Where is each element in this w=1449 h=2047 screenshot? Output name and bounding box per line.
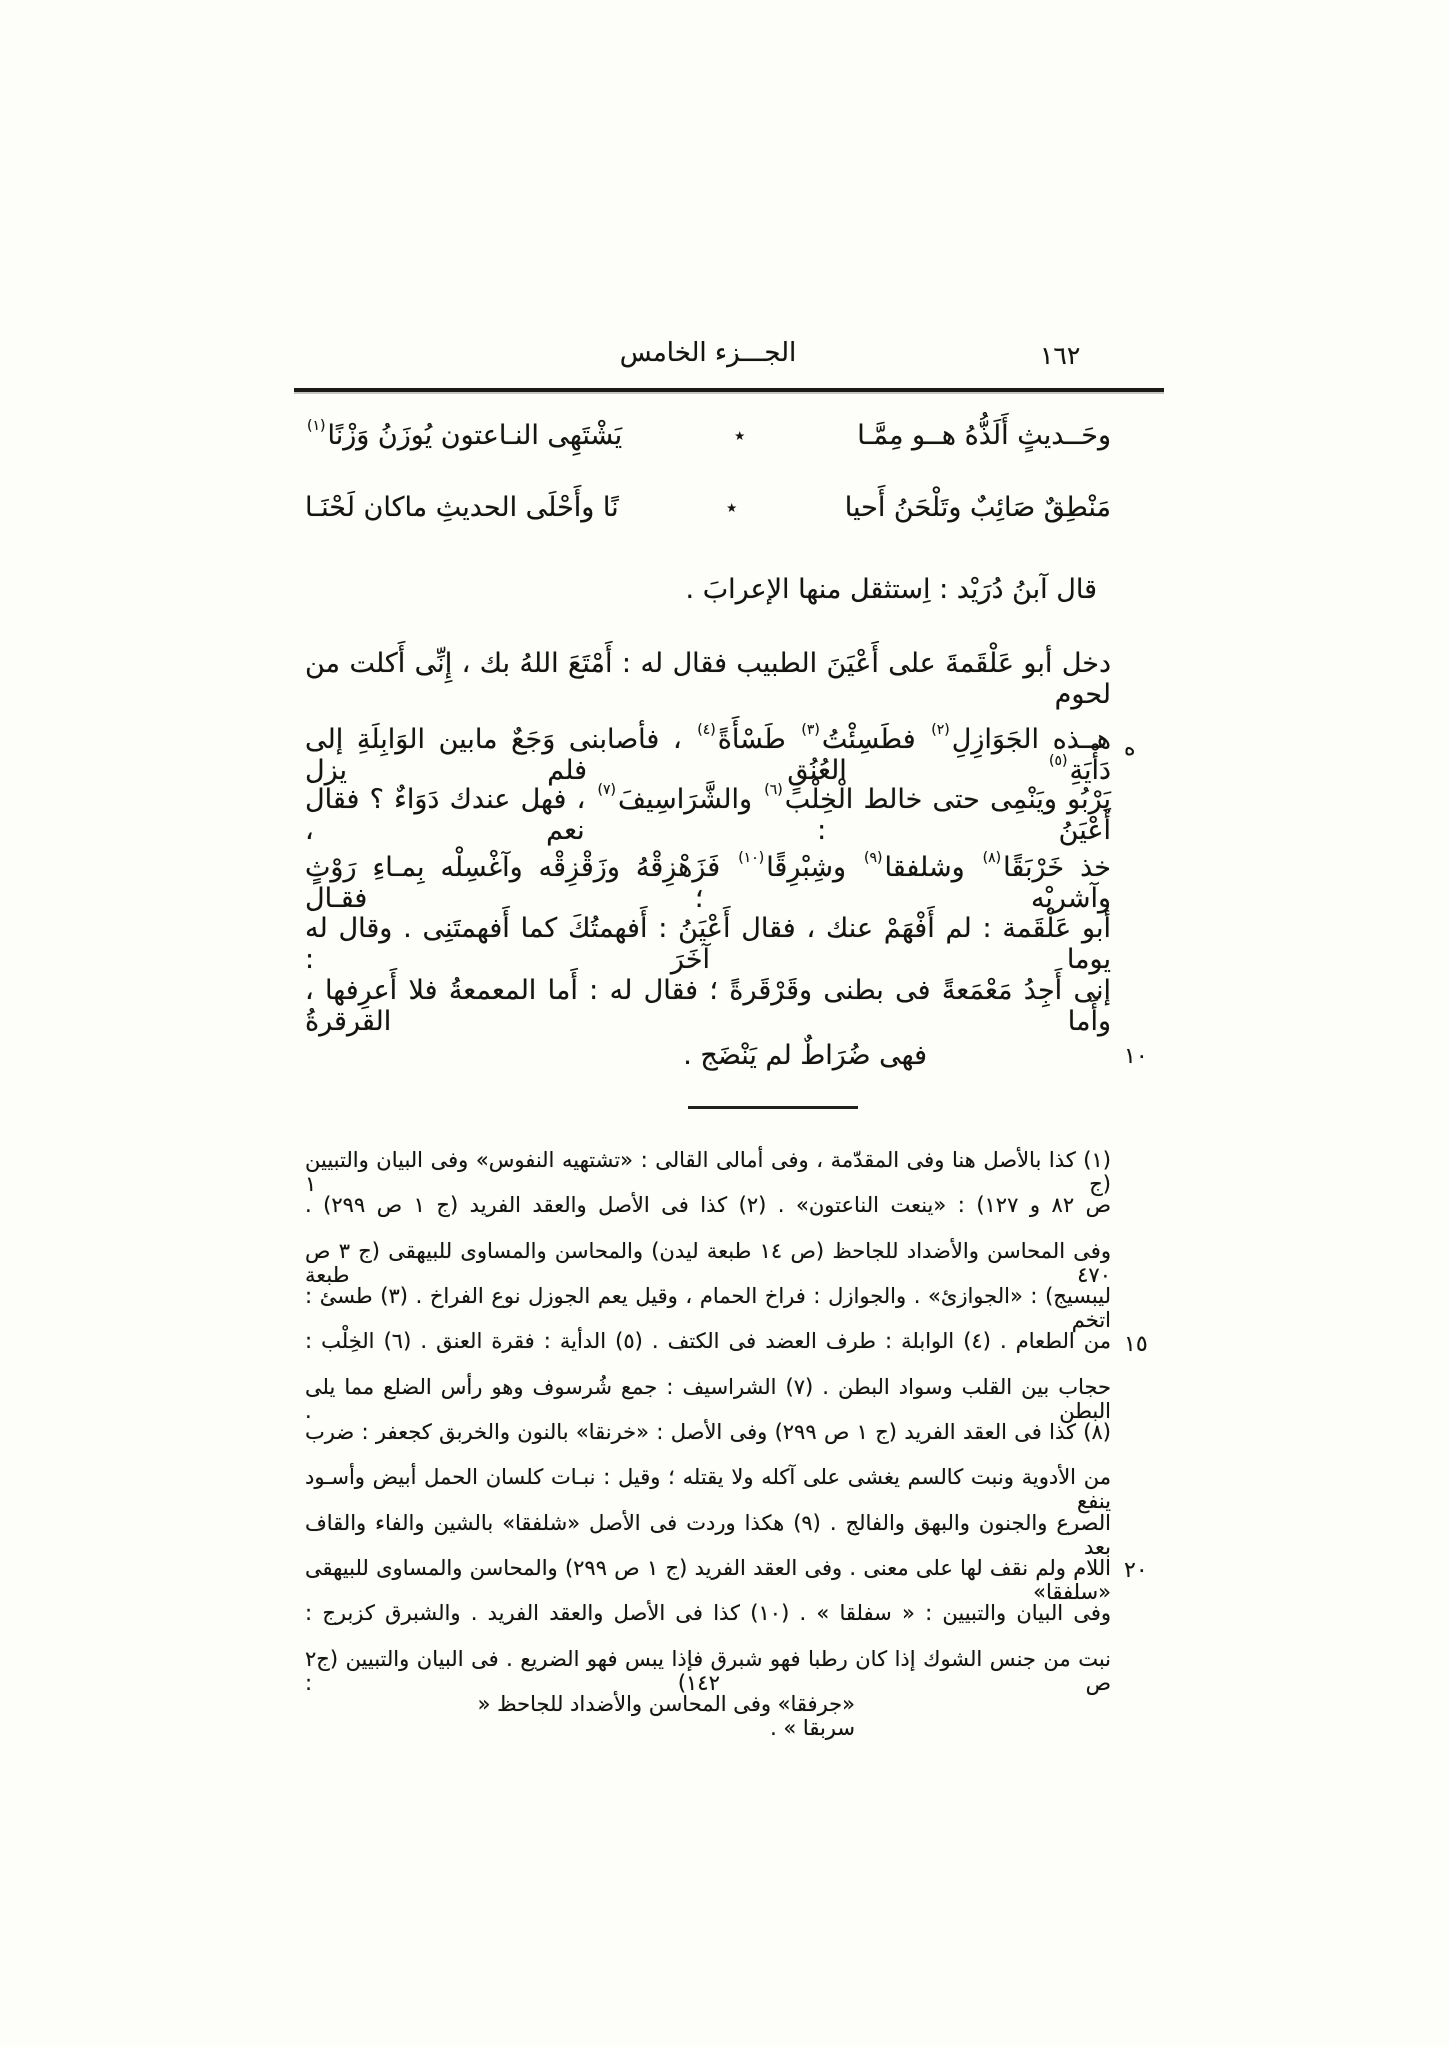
footnote-marker: (٦) — [764, 782, 783, 798]
footnote-marker: (٨) — [982, 850, 1002, 866]
footnote-line: وفى المحاسن والأضداد للجاحظ (ص ١٤ طبعة ليدن) والمحاسن والمساوى للبيهقى (ج ٣ ص ٤٧٠ طبعة — [305, 1239, 1111, 1287]
verse-separator-icon: ٭ — [734, 423, 746, 447]
header-divider — [294, 388, 1164, 392]
footnote-line: «جرفقا» وفى المحاسن والأضداد للجاحظ « سربقا » . — [477, 1692, 855, 1740]
verse-hemistich-right: وحَــديثٍ أَلَذُّهُ هــو مِمَّـا — [857, 420, 1111, 451]
footnote-marker: (٥) — [1049, 753, 1068, 769]
prose-line: قال آبنُ دُرَيْد : اِستثقل منها الإعرابَ . — [685, 574, 1097, 605]
footnote-line: ص ٨٢ و ١٢٧) : «ينعت الناعتون» . (٢) كذا فى الأصل والعقد الفريد (ج ١ ص ٢٩٩) . — [305, 1193, 1112, 1217]
footnote-marker: (٢) — [931, 722, 950, 738]
footnote-divider — [688, 1106, 858, 1109]
prose-line: دخل أبو عَلْقَمةَ على أَعْيَنَ الطبيب فقال له : أَمْتَعَ اللهُ بك ، إِنِّى أَكلت من لحوم — [305, 648, 1111, 710]
verse-line — [305, 492, 1111, 523]
verse-separator-icon: ٭ — [726, 495, 738, 519]
footnote-marker: (١) — [307, 418, 326, 434]
prose-line: خذ خَرْبَقًا$^{(٨)}$ وشلفقا$^{(٩)}$ وشِبْرِقًا$^{(١٠)}$ فَزَهْزِقْهُ وزَقْزِقْه وآغْسِلْه بِمـاءِ رَوْثٍ وآشربْه ؛ فقـال — [305, 850, 1111, 914]
verse-line — [305, 420, 1111, 451]
footnote-marker: (١٠) — [738, 850, 765, 866]
page-number: ١٦٢ — [1040, 341, 1081, 370]
footnote-marker: (٣) — [801, 722, 820, 738]
margin-line-number: ١٠ — [1124, 1044, 1148, 1069]
footnote-marker: (٩) — [864, 850, 883, 866]
prose-line: هــذه الجَوَازِلِ$^{(٢)}$ فطَسِئْتُ$^{(٣)}$ طَسْأَةً$^{(٤)}$ ، فأصابنى وَجَعٌ مابين الوَابِلَةِ إلى دَأْيَةِ$^{(٥)}$ العُنُقِ فلم يزل — [305, 722, 1111, 786]
verse-hemistich-left: يَشْتَهِى النـاعتون يُوزَنُ وَزْنًا$^{(١)}$ — [307, 418, 623, 451]
margin-line-number: ٢٠ — [1124, 1558, 1148, 1583]
footnote-line: اللام ولم نقف لها على معنى . وفى العقد الفريد (ج ١ ص ٢٩٩) والمحاسن والمساوى للبيهقى «سلفقا» — [305, 1556, 1111, 1604]
footnote-line: الصرع والجنون والبهق والفالج . (٩) هكذا وردت فى الأصل «شلفقا» بالشين والفاء والقاف بعد — [305, 1511, 1111, 1559]
footnote-line: (١) كذا بالأصل هنا وفى المقدّمة ، وفى أمالى القالى : «تشتهيه النفوس» وفى البيان والتبيين (ج ١ — [305, 1148, 1111, 1196]
prose-line: أبو عَلْقَمة : لم أَفْهَمْ عنك ، فقال أَعْيَنُ : أَفهمتُكَ كما أَفهمتَنِى . وقال له يوما آخَرَ : — [305, 913, 1111, 975]
footnote-line: حجاب بين القلب وسواد البطن . (٧) الشراسيف : جمع شُرسوف وهو رأس الضلع مما يلى البطن . — [305, 1375, 1112, 1423]
footnote-line: من الأدوية ونبت كالسم يغشى على آكله ولا يقتله ؛ وقيل : نبـات كلسان الحمل أبيض وأسـود ينفع — [305, 1465, 1111, 1513]
prose-line: يَرْبُو ويَنْمِى حتى خالط الْخِلْبَ$^{(٦)}$ والشَّرَاسِيفَ$^{(٧)}$ ، فهل عندك دَوَاءٌ ؟ فقال أَعْيَنُ : نعم ، — [305, 782, 1111, 846]
footnote-line: ليبسيج) : «الجوازئ» . والجوازل : فراخ الحمام ، وقيل يعم الجوزل نوع الفراخ . (٣) طسئ : اتخم — [305, 1284, 1111, 1332]
margin-line-number: ١٥ — [1124, 1332, 1148, 1357]
margin-line-number: ه — [1124, 736, 1136, 761]
prose-line: إنى أَجِدُ مَعْمَعةً فى بطنى وقَرْقَرةً ؛ فقال له : أَما المعمعةُ فلا أَعرِفها ، وأَما القرقرةُ — [305, 975, 1111, 1037]
footnote-line: وفى البيان والتبيين : « سفلقا » . (١٠) كذا فى الأصل والعقد الفريد . والشبرق كزبرج : — [305, 1601, 1112, 1625]
footnote-marker: (٧) — [597, 782, 617, 798]
verse-hemistich-right: مَنْطِقٌ صَائِبٌ وتَلْحَنُ أَحيا — [844, 492, 1111, 523]
footnote-line: من الطعام . (٤) الوابلة : طرف العضد فى الكتف . (٥) الدأية : فقرة العنق . (٦) الخِلْب : — [305, 1329, 1112, 1353]
section-title: الجـــزء الخامس — [619, 338, 797, 368]
verse-hemistich-left: نًا وأَحْلَى الحديثِ ماكان لَحْنَـا — [305, 492, 619, 523]
footnote-line: نبت من جنس الشوك إذا كان رطبا فهو شبرق فإذا يبس فهو الضريع . فى البيان والتبيين (ج٢ ص ١٤٢) : — [305, 1647, 1111, 1695]
footnote-marker: (٤) — [697, 722, 716, 738]
prose-line: فهى ضُرَاطٌ لم يَنْضَج . — [683, 1040, 927, 1071]
footnote-line: (٨) كذا فى العقد الفريد (ج ١ ص ٢٩٩) وفى الأصل : «خرنقا» بالنون والخربق كجعفر : ضرب — [305, 1420, 1111, 1444]
